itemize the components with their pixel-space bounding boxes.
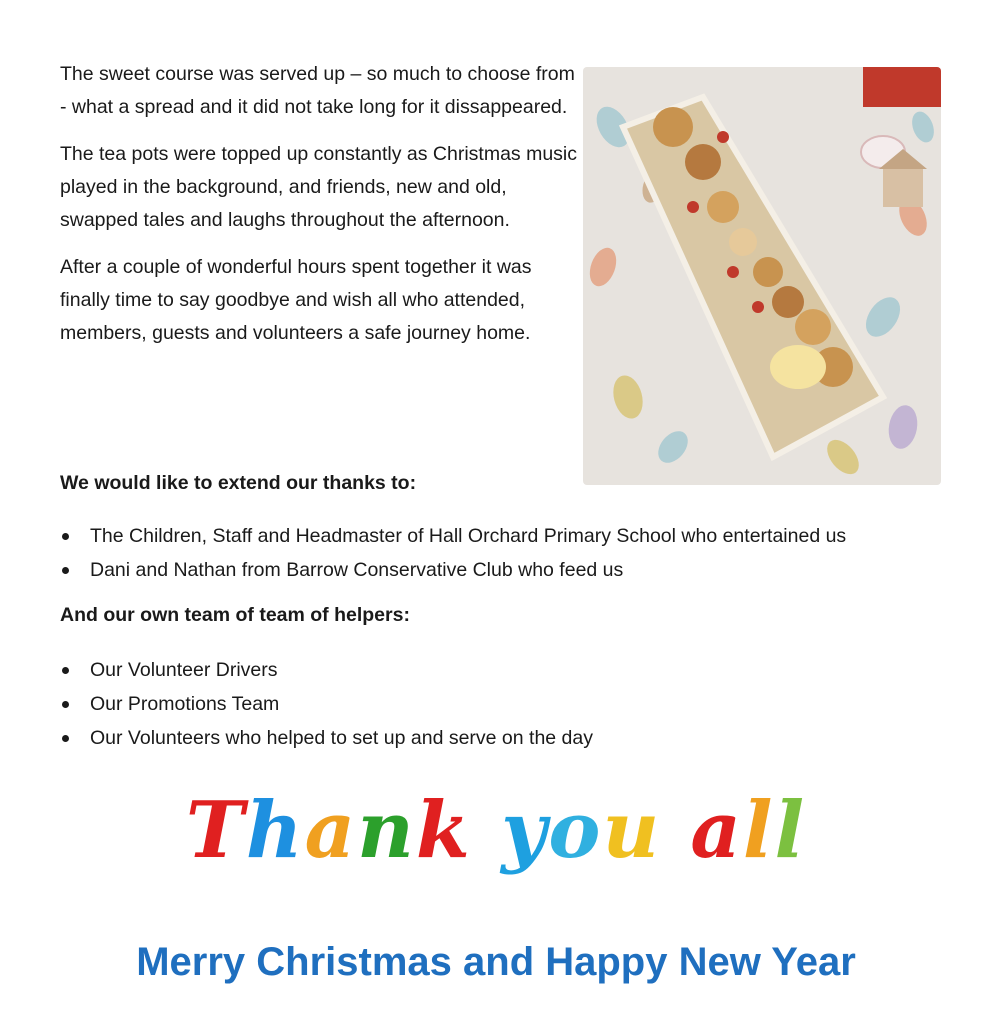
bullet-icon <box>62 533 69 540</box>
helpers-list <box>60 653 593 755</box>
list-item: Our Volunteer Drivers <box>60 653 593 687</box>
list-item: Our Volunteers who helped to set up and serve on the day <box>60 721 593 755</box>
thank-you-letter: k <box>415 785 472 876</box>
thank-you-letter: a <box>304 785 358 876</box>
bullet-icon <box>62 567 69 574</box>
thank-you-letter: a <box>690 785 743 876</box>
season-greeting: Merry Christmas and Happy New Year <box>136 940 856 984</box>
bullet-icon <box>62 701 69 708</box>
thank-you-letter: l <box>774 785 807 876</box>
thank-you-letter: l <box>742 785 775 876</box>
helpers-heading: And our own team of team of helpers: <box>60 604 410 626</box>
thank-you-letter: h <box>245 785 305 876</box>
paragraph-sweet-course: The sweet course was served up – so much to choose from - what a spread and it did not take long for it dissappeared. <box>60 63 575 118</box>
thank-you-all-banner <box>0 785 992 876</box>
thanks-heading: We would like to extend our thanks to: <box>60 472 417 494</box>
paragraph-tea-pots: The tea pots were topped up constantly as Christmas music played in the background, and friends, new and old, swapped tales and laughs throughout the afternoon. <box>60 143 577 231</box>
thanks-list <box>60 519 846 587</box>
food-photo <box>583 67 941 485</box>
thank-you-letter: y <box>501 785 549 876</box>
list-item: The Children, Staff and Headmaster of Hall Orchard Primary School who entertained us <box>60 519 846 553</box>
thank-you-letter <box>472 785 501 876</box>
list-item: Our Promotions Team <box>60 687 593 721</box>
thank-you-letter: u <box>602 785 662 876</box>
thank-you-letter: n <box>357 785 416 876</box>
thank-you-letter: o <box>548 785 603 876</box>
body-text <box>60 58 580 364</box>
paragraph-goodbye: After a couple of wonderful hours spent together it was finally time to say goodbye and wish all who attended, members, guests and volunteers a safe journey home. <box>60 256 532 344</box>
thank-you-letter: T <box>185 785 246 876</box>
bullet-icon <box>62 667 69 674</box>
bullet-icon <box>62 735 69 742</box>
thank-you-letter <box>661 785 690 876</box>
list-item: Dani and Nathan from Barrow Conservative Club who feed us <box>60 553 846 587</box>
